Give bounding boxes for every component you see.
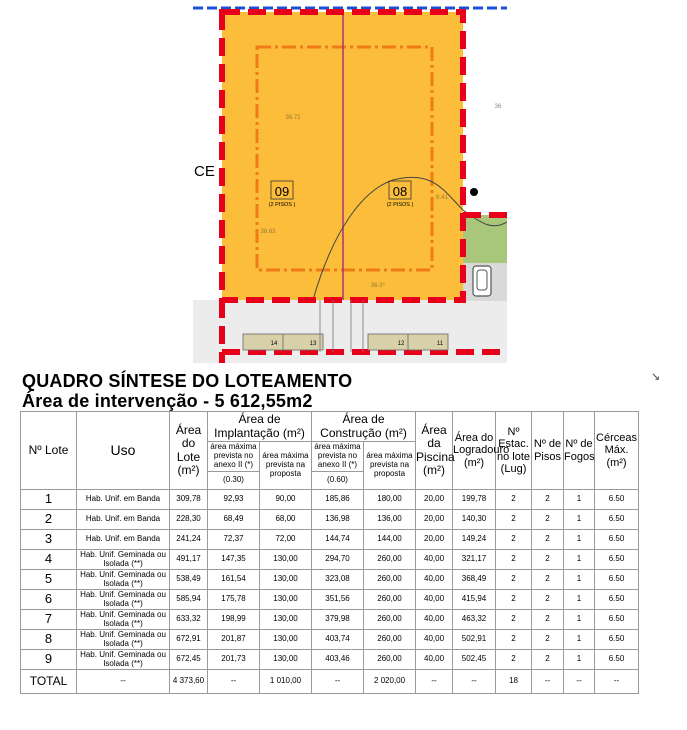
header-logradouro: Área do Logradouro (m²) (453, 412, 496, 490)
cell-lote: 3 (21, 530, 77, 550)
header-implantacao: Área de Implantação (m²) (208, 412, 312, 442)
cell-constr-prop: 260,00 (364, 570, 416, 590)
green-area (463, 215, 507, 263)
cell-impl-max: 92,93 (208, 490, 260, 510)
header-lote: Nº Lote (21, 412, 77, 490)
cell-cerceas: 6.50 (595, 510, 639, 530)
header-cerceas: Cérceas Máx. (m²) (595, 412, 639, 490)
table-body (21, 490, 651, 694)
cell-logradouro: 502,45 (453, 650, 496, 670)
cell-uso: Hab. Unif. Geminada ou Isolada (**) (77, 570, 170, 590)
header-impl-max: área máxima prevista no anexo II (*) (208, 442, 260, 472)
table-total-row (21, 670, 651, 694)
cell-constr-max: 185,86 (312, 490, 364, 510)
cell-constr-prop: 260,00 (364, 550, 416, 570)
cell-lote: 9 (21, 650, 77, 670)
cell-lote: 5 (21, 570, 77, 590)
cell-pisos: 2 (532, 630, 564, 650)
cell-constr-max: 403,46 (312, 650, 364, 670)
cell-estac: 2 (496, 550, 532, 570)
cell-pisos: 2 (532, 530, 564, 550)
cell-area: 491,17 (170, 550, 208, 570)
total-cell-fogos: -- (564, 670, 595, 694)
cell-logradouro: 415,94 (453, 590, 496, 610)
cell-piscina: 40,00 (416, 590, 453, 610)
cell-area: 672,91 (170, 630, 208, 650)
cell-logradouro: 149,24 (453, 530, 496, 550)
cell-impl-max: 201,73 (208, 650, 260, 670)
cell-pisos: 2 (532, 490, 564, 510)
cell-cerceas: 6.50 (595, 590, 639, 610)
cell-estac: 2 (496, 570, 532, 590)
lot-08-floors: (2 PISOS ) (386, 202, 414, 208)
lot-09-number: 09 (274, 184, 290, 199)
cell-cerceas: 6.50 (595, 650, 639, 670)
cell-impl-max: 175,78 (208, 590, 260, 610)
cell-cerceas: 6.50 (595, 610, 639, 630)
total-cell-piscina: -- (416, 670, 453, 694)
cell-area: 633,32 (170, 610, 208, 630)
cell-fogos: 1 (564, 550, 595, 570)
total-cell-logradouro: -- (453, 670, 496, 694)
table-row (21, 590, 651, 610)
cell-area: 241,24 (170, 530, 208, 550)
cell-area: 309,78 (170, 490, 208, 510)
cursor-icon: ↘ (651, 371, 661, 383)
cell-estac: 2 (496, 490, 532, 510)
table-row (21, 490, 651, 510)
cell-constr-max: 351,56 (312, 590, 364, 610)
header-constr-coef: (0.60) (312, 472, 364, 490)
cell-uso: Hab. Unif. Geminada ou Isolada (**) (77, 630, 170, 650)
cell-lote: 6 (21, 590, 77, 610)
cell-impl-prop: 130,00 (260, 650, 312, 670)
summary-table (20, 411, 651, 694)
site-plan (193, 0, 507, 363)
header-area-lote: Área do Lote (m²) (170, 412, 208, 490)
cell-cerceas: 6.50 (595, 490, 639, 510)
parking-number: 13 (309, 341, 317, 347)
cell-constr-prop: 260,00 (364, 630, 416, 650)
dimension-label: 36.63 (260, 229, 276, 235)
cell-estac: 2 (496, 530, 532, 550)
table-row (21, 650, 651, 670)
cell-constr-max: 379,98 (312, 610, 364, 630)
cell-constr-max: 323,08 (312, 570, 364, 590)
table-row (21, 610, 651, 630)
cell-fogos: 1 (564, 610, 595, 630)
cell-fogos: 1 (564, 630, 595, 650)
table-title: QUADRO SÍNTESE DO LOTEAMENTO (22, 371, 353, 391)
cell-area: 538,49 (170, 570, 208, 590)
table-row (21, 530, 651, 550)
cell-constr-prop: 136,00 (364, 510, 416, 530)
cell-piscina: 20,00 (416, 530, 453, 550)
header-piscina: Área da Piscina (m²) (416, 412, 453, 490)
cell-constr-max: 294,70 (312, 550, 364, 570)
cell-constr-max: 136,98 (312, 510, 364, 530)
cell-estac: 2 (496, 610, 532, 630)
cell-cerceas: 6.50 (595, 550, 639, 570)
cell-lote: 8 (21, 630, 77, 650)
cell-piscina: 20,00 (416, 510, 453, 530)
cell-logradouro: 463,32 (453, 610, 496, 630)
dimension-label: 36.72 (285, 115, 301, 121)
total-cell-impl-max: -- (208, 670, 260, 694)
total-cell-constr-max: -- (312, 670, 364, 694)
cell-pisos: 2 (532, 650, 564, 670)
lot-09-floors: (2 PISOS ) (268, 202, 296, 208)
cell-impl-prop: 72,00 (260, 530, 312, 550)
cell-impl-prop: 130,00 (260, 630, 312, 650)
header-construcao: Área de Construção (m²) (312, 412, 416, 442)
cell-fogos: 1 (564, 510, 595, 530)
cell-constr-prop: 260,00 (364, 590, 416, 610)
cell-constr-max: 403,74 (312, 630, 364, 650)
header-fogos: Nº de Fogos (564, 412, 595, 490)
total-cell-area: 4 373,60 (170, 670, 208, 694)
cell-uso: Hab. Unif. Geminada ou Isolada (**) (77, 610, 170, 630)
cell-pisos: 2 (532, 550, 564, 570)
cell-impl-max: 161,54 (208, 570, 260, 590)
header-pisos: Nº de Pisos (532, 412, 564, 490)
cell-area: 672,45 (170, 650, 208, 670)
cell-uso: Hab. Unif. Geminada ou Isolada (**) (77, 590, 170, 610)
cell-lote: 4 (21, 550, 77, 570)
cell-piscina: 40,00 (416, 650, 453, 670)
table-row (21, 510, 651, 530)
table-row (21, 550, 651, 570)
cell-pisos: 2 (532, 610, 564, 630)
cell-area: 228,30 (170, 510, 208, 530)
cell-uso: Hab. Unif. em Banda (77, 510, 170, 530)
cell-impl-max: 72,37 (208, 530, 260, 550)
cell-logradouro: 368,49 (453, 570, 496, 590)
cell-constr-prop: 144,00 (364, 530, 416, 550)
header-impl-prop: área máxima prevista na proposta (260, 442, 312, 490)
cell-lote: 2 (21, 510, 77, 530)
cell-impl-prop: 90,00 (260, 490, 312, 510)
cell-constr-prop: 260,00 (364, 650, 416, 670)
cell-impl-prop: 130,00 (260, 590, 312, 610)
cell-piscina: 40,00 (416, 570, 453, 590)
cell-logradouro: 502,91 (453, 630, 496, 650)
total-cell-estac: 18 (496, 670, 532, 694)
survey-point (470, 188, 478, 196)
parking-number: 12 (397, 341, 405, 347)
cell-piscina: 40,00 (416, 550, 453, 570)
cell-piscina: 40,00 (416, 610, 453, 630)
cell-constr-prop: 180,00 (364, 490, 416, 510)
cell-fogos: 1 (564, 570, 595, 590)
header-impl-coef: (0.30) (208, 472, 260, 490)
cell-fogos: 1 (564, 530, 595, 550)
cell-estac: 2 (496, 510, 532, 530)
parking-number: 14 (270, 341, 278, 347)
cell-logradouro: 140,30 (453, 510, 496, 530)
header-uso: Uso (77, 412, 170, 490)
cell-impl-max: 147,35 (208, 550, 260, 570)
cell-uso: Hab. Unif. Geminada ou Isolada (**) (77, 550, 170, 570)
cell-estac: 2 (496, 650, 532, 670)
total-cell-uso: -- (77, 670, 170, 694)
cell-piscina: 40,00 (416, 630, 453, 650)
cell-logradouro: 199,78 (453, 490, 496, 510)
cell-cerceas: 6.50 (595, 530, 639, 550)
total-cell-impl-prop: 1 010,00 (260, 670, 312, 694)
side-number: 36 (494, 104, 502, 110)
header-estac: Nº Estac. no lote (Lug) (496, 412, 532, 490)
table-row (21, 570, 651, 590)
cell-constr-prop: 260,00 (364, 610, 416, 630)
lot-08-number: 08 (392, 184, 408, 199)
parking-number: 11 (436, 341, 444, 347)
dimension-label: 6.41 (436, 195, 448, 201)
cell-impl-prop: 130,00 (260, 610, 312, 630)
total-cell-constr-prop: 2 020,00 (364, 670, 416, 694)
cell-uso: Hab. Unif. em Banda (77, 530, 170, 550)
cell-cerceas: 6.50 (595, 570, 639, 590)
cell-impl-prop: 130,00 (260, 570, 312, 590)
cell-impl-prop: 68,00 (260, 510, 312, 530)
cell-lote: 1 (21, 490, 77, 510)
cell-lote: 7 (21, 610, 77, 630)
cell-piscina: 20,00 (416, 490, 453, 510)
cell-impl-max: 68,49 (208, 510, 260, 530)
cell-fogos: 1 (564, 650, 595, 670)
cell-pisos: 2 (532, 510, 564, 530)
cell-area: 585,94 (170, 590, 208, 610)
cell-uso: Hab. Unif. em Banda (77, 490, 170, 510)
cell-uso: Hab. Unif. Geminada ou Isolada (**) (77, 650, 170, 670)
cell-estac: 2 (496, 630, 532, 650)
cell-cerceas: 6.50 (595, 630, 639, 650)
cell-fogos: 1 (564, 490, 595, 510)
cell-fogos: 1 (564, 590, 595, 610)
cell-impl-max: 201,87 (208, 630, 260, 650)
dimension-label: 36.3° (370, 283, 386, 289)
cell-impl-max: 198,99 (208, 610, 260, 630)
plan-left-label: CE (194, 163, 215, 180)
table-row (21, 630, 651, 650)
cell-logradouro: 321,17 (453, 550, 496, 570)
total-cell-pisos: -- (532, 670, 564, 694)
cell-impl-prop: 130,00 (260, 550, 312, 570)
table-subtitle: Área de intervenção - 5 612,55m2 (22, 391, 313, 411)
header-constr-prop: área máxima prevista na proposta (364, 442, 416, 490)
total-cell-lote: TOTAL (21, 670, 77, 694)
site-plan-drawing (193, 0, 507, 363)
total-cell-cerceas: -- (595, 670, 639, 694)
cell-pisos: 2 (532, 590, 564, 610)
cell-constr-max: 144,74 (312, 530, 364, 550)
cell-estac: 2 (496, 590, 532, 610)
cell-pisos: 2 (532, 570, 564, 590)
header-constr-max: área máxima prevista no anexo II (*) (312, 442, 364, 472)
